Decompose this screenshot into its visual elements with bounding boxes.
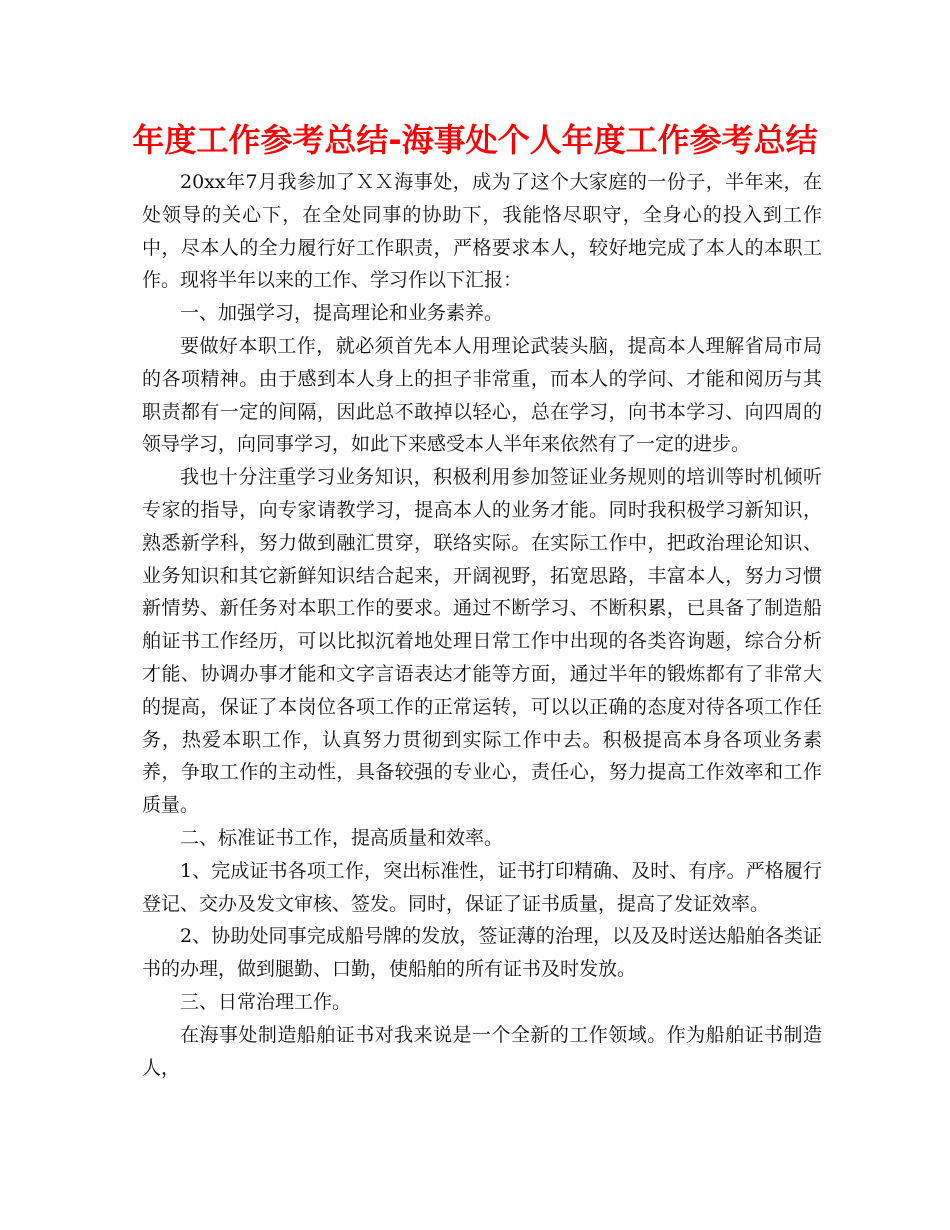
paragraph-certificates-item-1: 1、完成证书各项工作，突出标准性，证书打印精确、及时、有序。严格履行登记、交办及发文审核、签发。同时，保证了证书质量，提高了发证效率。: [142, 859, 822, 915]
section-heading-certificates: 二、标准证书工作，提高质量和效率。: [180, 826, 504, 849]
paragraph-daily-management: 在海事处制造船舶证书对我来说是一个全新的工作领域。作为船舶证书制造人，: [142, 1023, 822, 1079]
paragraph-study-theory: 要做好本职工作，就必须首先本人用理论武装头脑，提高本人理解省局市局的各项精神。由于感到本人身上的担子非常重，而本人的学问、才能和阅历与其职责都有一定的间隔，因此总不敢掉以轻心，总在学习，向书本学习、向四周的领导学习，向同事学习，如此下来感受本人半年来依然有了一定的进步。: [142, 334, 822, 456]
paragraph-study-business: 我也十分注重学习业务知识，积极利用参加签证业务规则的培训等时机倾听专家的指导，向专家请教学习，提高本人的业务才能。同时我积极学习新知识，熟悉新学科，努力做到融汇贯穿，联络实际。在实际工作中，把政治理论知识、业务知识和其它新鲜知识结合起来，开阔视野，拓宽思路，丰富本人，努力习惯新情势、新任务对本职工作的要求。通过不断学习、不断积累，已具备了制造船舶证书工作经历，可以比拟沉着地处理日常工作中出现的各类咨询题，综合分析才能、协调办事才能和文字言语表达才能等方面，通过半年的锻炼都有了非常大的提高，保证了本岗位各项工作的正常运转，可以以正确的态度对待各项工作任务，热爱本职工作，认真努力贯彻到实际工作中去。积极提高本身各项业务素养，争取工作的主动性，具备较强的专业心，责任心，努力提高工作效率和工作质量。: [142, 466, 822, 817]
paragraph-intro: 20xx年7月我参加了ＸＸ海事处，成为了这个大家庭的一份子，半年来，在处领导的关心下，在全处同事的协助下，我能恪尽职守，全身心的投入到工作中，尽本人的全力履行好工作职责，严格要求本人，较好地完成了本人的本职工作。现将半年以来的工作、学习作以下汇报：: [142, 171, 822, 292]
document-title: 年度工作参考总结-海事处个人年度工作参考总结: [132, 121, 818, 159]
paragraph-certificates-item-2: 2、协助处同事完成船号牌的发放，签证薄的治理，以及及时送达船舶各类证书的办理，做到腿勤、口勤，使船舶的所有证书及时发放。: [142, 925, 822, 981]
document-body: [142, 166, 822, 1084]
section-heading-study: 一、加强学习，提高理论和业务素养。: [180, 302, 504, 325]
section-heading-daily-management: 三、日常治理工作。: [180, 990, 352, 1013]
